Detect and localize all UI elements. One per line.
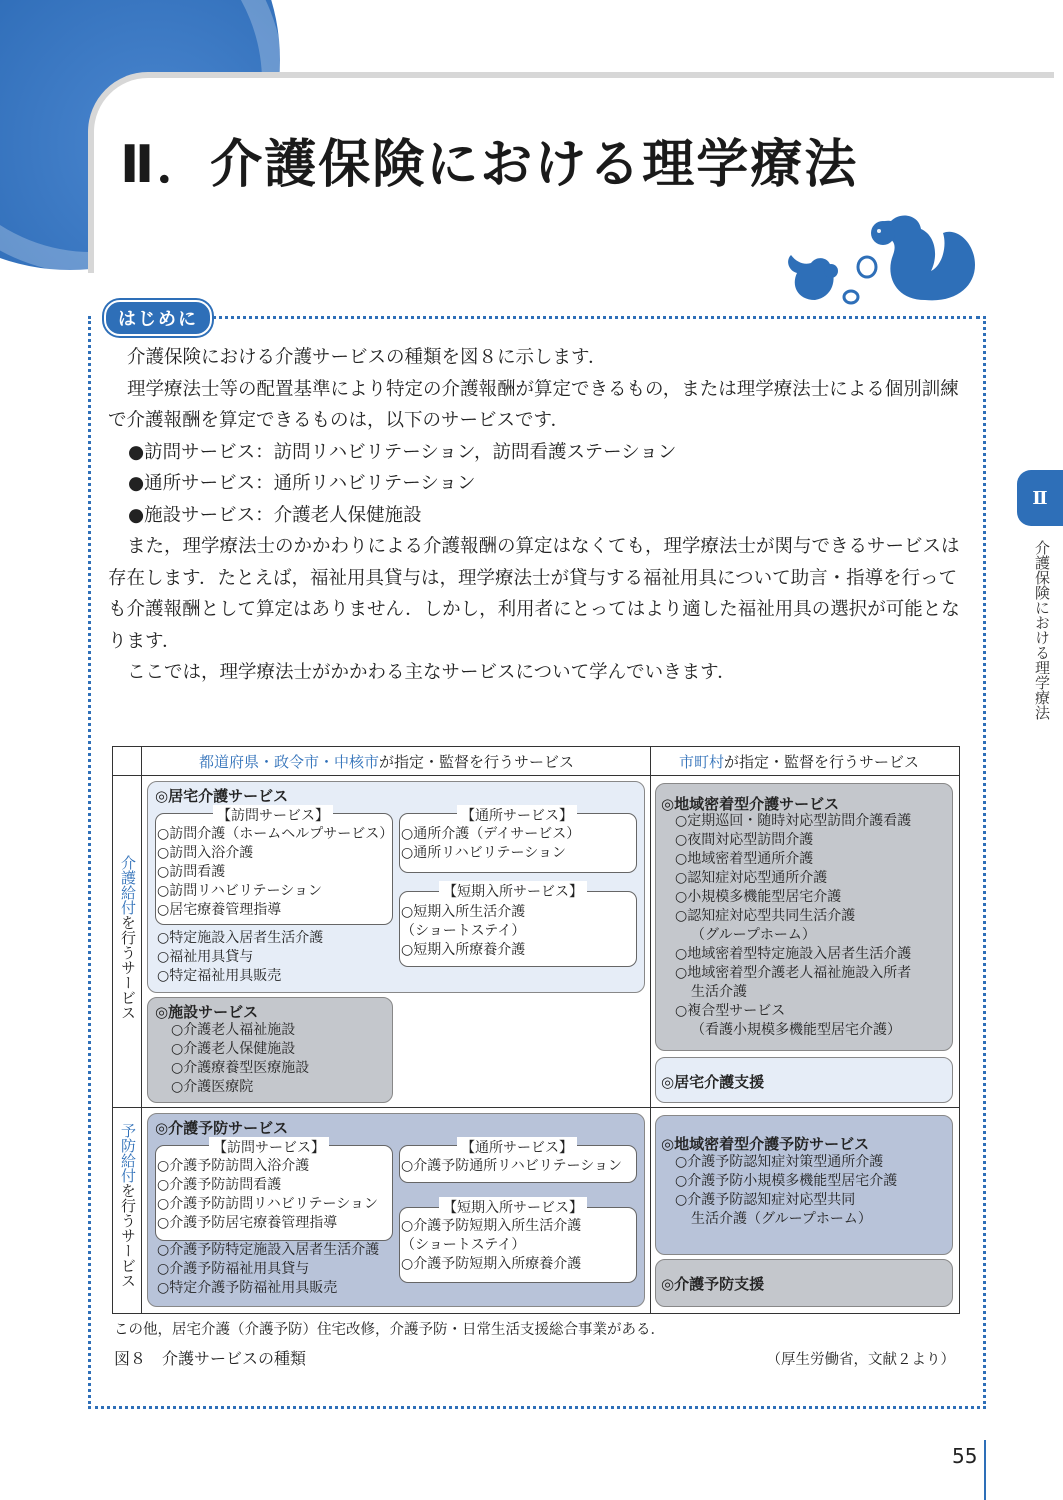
list-item: ○夜間対応型訪問介護 xyxy=(675,832,814,848)
intro-bullet-3: ●施設サービス：介護老人保健施設 xyxy=(128,504,422,526)
figure-caption: 図８ 介護サービスの種類 xyxy=(114,1349,307,1368)
row-label-kaigo: 介護給付を行うサービス xyxy=(119,855,137,1020)
figure-row-divider xyxy=(113,1107,959,1108)
yobo-tanki-list xyxy=(401,1217,581,1274)
intro-bullet-1: ●訪問サービス：訪問リハビリテーション，訪問看護ステーション xyxy=(128,441,677,463)
figure-note: この他，居宅介護（介護予防）住宅改修，介護予防・日常生活支援総合事業がある． xyxy=(114,1322,665,1338)
list-item: ○介護予防特定施設入居者生活介護 xyxy=(157,1242,380,1258)
section-label: はじめに xyxy=(104,300,212,336)
intro-paragraph-4: ここでは，理学療法士がかかわる主なサービスについて学んでいきます． xyxy=(127,662,736,683)
list-item: ○認知症対応型通所介護 xyxy=(675,870,828,886)
list-item: ○介護療養型医療施設 xyxy=(171,1060,310,1076)
row-label-yobo: 予防給付を行うサービス xyxy=(119,1123,137,1288)
kyotaku-other-list xyxy=(157,929,323,986)
list-item: 生活介護 xyxy=(691,984,747,1000)
list-item: ○特定介護予防福祉用具販売 xyxy=(157,1280,338,1296)
list-item: ○通所リハビリテーション xyxy=(401,845,566,861)
chiiki-title: ◎地域密着型介護サービス xyxy=(661,795,840,813)
chiiki-list xyxy=(675,812,911,1040)
list-item: ○介護医療院 xyxy=(171,1079,254,1095)
list-item: ○居宅療養管理指導 xyxy=(157,902,282,918)
list-item: ○複合型サービス xyxy=(675,1003,786,1019)
page-number-bar xyxy=(984,1440,986,1500)
list-item: ○福祉用具貸与 xyxy=(157,949,254,965)
shisetsu-title: ◎施設サービス xyxy=(155,1003,259,1021)
yobo-tsusho-list xyxy=(401,1157,622,1176)
list-item: 生活介護（グループホーム） xyxy=(691,1211,872,1227)
figure-header-line xyxy=(113,775,959,776)
list-item: ○訪問入浴介護 xyxy=(157,845,254,861)
figure-col2-header: 市町村が指定・監督を行うサービス xyxy=(679,753,920,771)
list-item: ○特定施設入居者生活介護 xyxy=(157,930,324,946)
list-item: ○地域密着型特定施設入居者生活介護 xyxy=(675,946,912,962)
figure-service-types xyxy=(112,746,960,1314)
list-item: ○介護老人保健施設 xyxy=(171,1041,296,1057)
chapter-side-title: 介護保険における理学療法 xyxy=(1033,540,1051,720)
intro-paragraph-3: また，理学療法士のかかわりによる介護報酬の算定はなくても，理学療法士が関与できるサービスは存在します．たとえば，福祉用具貸与は，理学療法士が貸与する福祉用具について助言・指導を行っても介護報酬として算定はありません．しかし，利用者にとってはより適した福祉用具の選択が可能となります． xyxy=(108,536,960,652)
list-item: （看護小規模多機能型居宅介護） xyxy=(691,1022,901,1038)
list-item: ○特定福祉用具販売 xyxy=(157,968,282,984)
kyotaku-title: ◎居宅介護サービス xyxy=(155,787,289,805)
kyotaku-shien-title: ◎居宅介護支援 xyxy=(661,1073,765,1091)
list-item: ○小規模多機能型居宅介護 xyxy=(675,889,842,905)
shisetsu-list xyxy=(171,1021,309,1097)
yobo-tanki-title: 【短期入所サービス】 xyxy=(439,1197,587,1217)
list-item: ○短期入所生活介護 xyxy=(401,904,526,920)
yobo-houmon-title: 【訪問サービス】 xyxy=(209,1137,329,1157)
list-item: （ショートステイ） xyxy=(401,1237,526,1253)
list-item: ○訪問看護 xyxy=(157,864,226,880)
list-item: ○認知症対応型共同生活介護 xyxy=(675,908,856,924)
yobo-other-list xyxy=(157,1241,379,1298)
list-item: ○定期巡回・随時対応型訪問介護看護 xyxy=(675,813,912,829)
list-item: （グループホーム） xyxy=(691,927,816,943)
yobo-houmon-list xyxy=(157,1157,378,1233)
yobo-shien-title: ◎介護予防支援 xyxy=(661,1275,765,1293)
list-item: ○地域密着型介護老人福祉施設入所者 xyxy=(675,965,912,981)
intro-paragraph-2: 理学療法士等の配置基準により特定の介護報酬が算定できるもの，または理学療法士による個別訓練で介護報酬を算定できるものは，以下のサービスです． xyxy=(108,378,959,431)
kyotaku-tanki-title: 【短期入所サービス】 xyxy=(439,881,587,901)
kyotaku-tanki-list xyxy=(401,903,525,960)
intro-bullet-2: ●通所サービス：通所リハビリテーション xyxy=(128,473,476,494)
page-title: Ⅱ．介護保険における理学療法 xyxy=(120,135,859,195)
intro-text xyxy=(108,342,960,689)
list-item: ○介護予防訪問リハビリテーション xyxy=(157,1196,378,1212)
list-item: ○介護予防訪問看護 xyxy=(157,1177,282,1193)
kyotaku-houmon-title: 【訪問サービス】 xyxy=(213,805,333,825)
page-number: 55 xyxy=(952,1444,978,1468)
list-item: ○介護老人福祉施設 xyxy=(171,1022,296,1038)
chiiki-yobo-list xyxy=(675,1153,897,1229)
list-item: ○介護予防小規模多機能型居宅介護 xyxy=(675,1173,898,1189)
list-item: ○介護予防短期入所療養介護 xyxy=(401,1256,582,1272)
kyotaku-tsusho-title: 【通所サービス】 xyxy=(457,805,577,825)
chapter-tab: Ⅱ xyxy=(1017,470,1063,526)
figure-source: （厚生労働省，文献２より） xyxy=(766,1352,955,1368)
intro-box-top-border xyxy=(200,316,980,319)
list-item: ○介護予防認知症対応型共同 xyxy=(675,1192,856,1208)
list-item: ○訪問リハビリテーション xyxy=(157,883,322,899)
kyotaku-tsusho-list xyxy=(401,825,580,863)
yobo-tsusho-title: 【通所サービス】 xyxy=(457,1137,577,1157)
list-item: ○通所介護（デイサービス） xyxy=(401,826,581,842)
figure-label-column-line xyxy=(141,747,142,1313)
figure-center-line xyxy=(650,747,651,1313)
list-item: （ショートステイ） xyxy=(401,923,526,939)
list-item: ○介護予防訪問入浴介護 xyxy=(157,1158,310,1174)
yobo-title: ◎介護予防サービス xyxy=(155,1119,289,1137)
list-item: ○介護予防通所リハビリテーション xyxy=(401,1158,622,1174)
list-item: ○介護予防短期入所生活介護 xyxy=(401,1218,582,1234)
list-item: ○地域密着型通所介護 xyxy=(675,851,814,867)
list-item: ○介護予防認知症対策型通所介護 xyxy=(675,1154,884,1170)
list-item: ○短期入所療養介護 xyxy=(401,942,526,958)
kyotaku-houmon-list xyxy=(157,825,393,920)
chiiki-yobo-title: ◎地域密着型介護予防サービス xyxy=(661,1135,870,1153)
list-item: ○介護予防福祉用具貸与 xyxy=(157,1261,310,1277)
list-item: ○介護予防居宅療養管理指導 xyxy=(157,1215,338,1231)
list-item: ○訪問介護（ホームヘルプサービス） xyxy=(157,826,394,842)
intro-paragraph-1: 介護保険における介護サービスの種類を図８に示します． xyxy=(127,347,607,368)
figure-col1-header: 都道府県・政令市・中核市が指定・監督を行うサービス xyxy=(199,753,575,771)
squirrel-illustration-icon xyxy=(775,205,985,315)
